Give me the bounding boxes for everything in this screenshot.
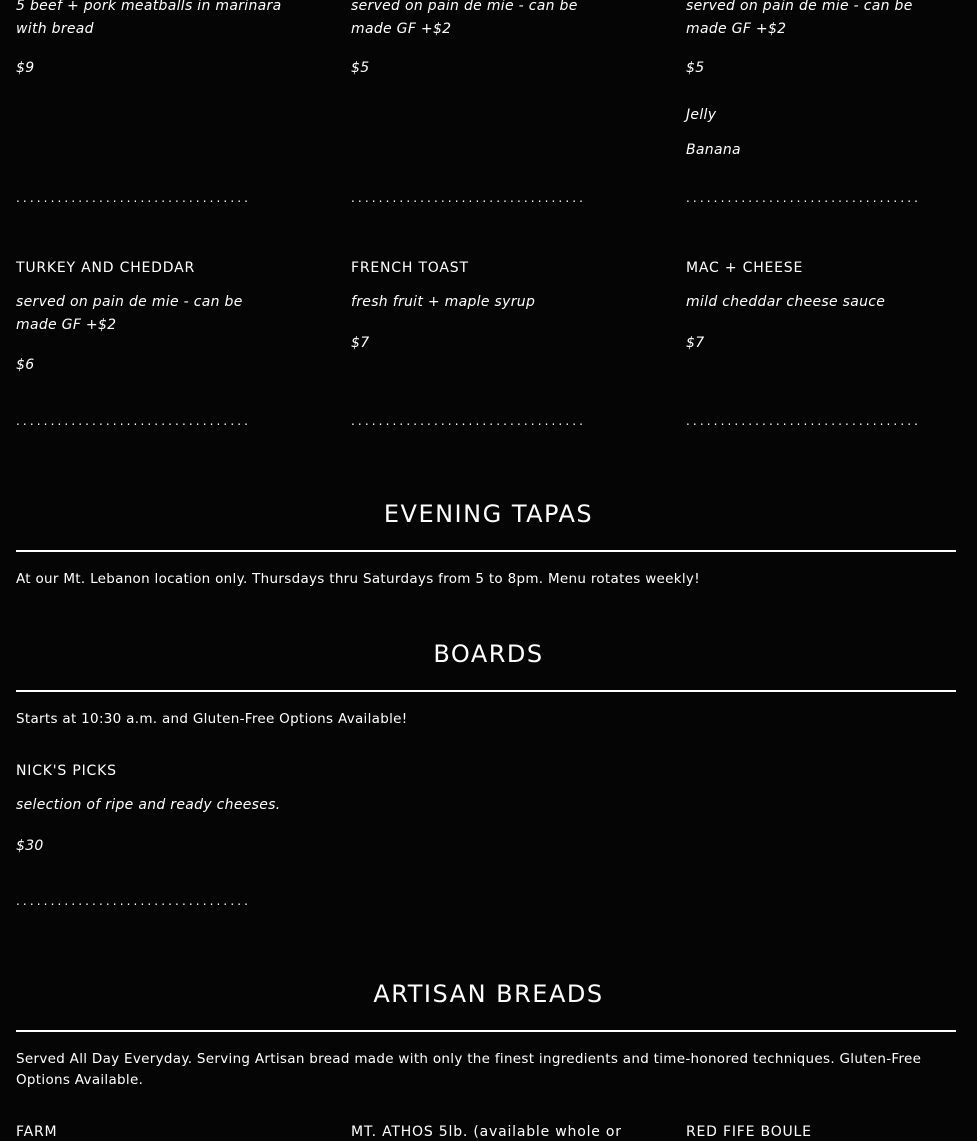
item-option: Jelly <box>686 107 717 123</box>
section-title: ARTISAN BREADS <box>373 980 604 1008</box>
item-description: mild cheddar cheese sauce <box>686 294 886 310</box>
dotted-divider: .................................. <box>351 192 587 204</box>
section-rule <box>16 550 956 552</box>
item-description: served on pain de mie - can be made GF +$2 <box>351 0 578 37</box>
item-name: TURKEY AND CHEDDAR <box>16 260 196 276</box>
section-description: Starts at 10:30 a.m. and Gluten-Free Options Available! <box>16 711 408 727</box>
item-price: $7 <box>686 335 705 351</box>
item-name: MT. ATHOS 5lb. (available whole or <box>351 1124 622 1140</box>
item-description: served on pain de mie - can be made GF +$2 <box>16 294 243 333</box>
item-name: RED FIFE BOULE <box>686 1124 812 1140</box>
dotted-divider: .................................. <box>16 415 252 427</box>
dotted-divider: .................................. <box>16 192 252 204</box>
item-name: FARM <box>16 1124 58 1140</box>
item-price: $5 <box>351 60 370 76</box>
item-option: Banana <box>686 142 741 158</box>
section-title: EVENING TAPAS <box>383 500 594 528</box>
item-name: FRENCH TOAST <box>351 260 469 276</box>
item-price: $5 <box>686 60 705 76</box>
item-name: NICK'S PICKS <box>16 763 117 779</box>
item-price: $7 <box>351 335 370 351</box>
section-rule <box>16 1030 956 1032</box>
section-rule <box>16 690 956 692</box>
item-price: $30 <box>16 838 44 854</box>
item-description: 5 beef + pork meatballs in marinara with bread <box>16 0 282 37</box>
item-description: fresh fruit + maple syrup <box>351 294 536 310</box>
section-description: At our Mt. Lebanon location only. Thursdays thru Saturdays from 5 to 8pm. Menu rotates weekly! <box>16 571 700 587</box>
section-title: BOARDS <box>433 640 544 668</box>
section-description: Served All Day Everyday. Serving Artisan bread made with only the finest ingredients and time-honored techniques. Gluten-Free Options Available. <box>16 1051 922 1088</box>
item-price: $9 <box>16 60 35 76</box>
item-name: MAC + CHEESE <box>686 260 804 276</box>
item-description: served on pain de mie - can be made GF +$2 <box>686 0 913 37</box>
item-description: selection of ripe and ready cheeses. <box>16 797 281 813</box>
dotted-divider: .................................. <box>16 895 252 907</box>
dotted-divider: .................................. <box>686 192 922 204</box>
dotted-divider: .................................. <box>686 415 922 427</box>
dotted-divider: .................................. <box>351 415 587 427</box>
item-price: $6 <box>16 357 35 373</box>
